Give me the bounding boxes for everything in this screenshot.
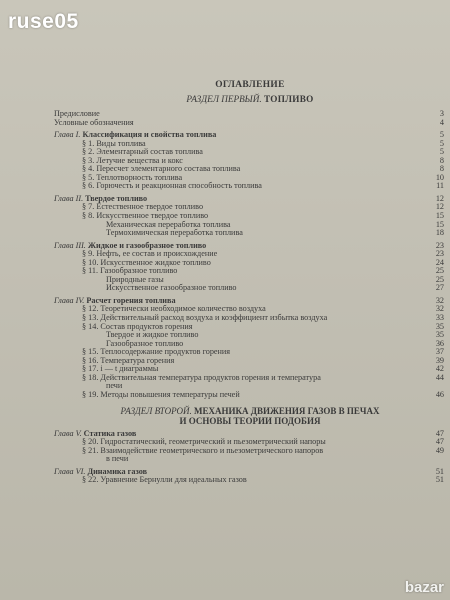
bazar-logo: bazar — [404, 579, 444, 596]
toc-entry-text: § 22. Уравнение Бернулли для идеальных газов — [82, 475, 247, 485]
toc-page-number: 8 — [439, 164, 444, 174]
toc-page-number: 46 — [435, 389, 444, 399]
toc-entry-text: § 3. Летучие вещества и кокс — [82, 155, 183, 165]
toc-page-number: 42 — [435, 364, 444, 374]
toc-page-number: 47 — [435, 428, 444, 438]
part-two-title — [54, 406, 446, 426]
toc-page-number: 39 — [435, 355, 444, 365]
toc-page-number: 32 — [435, 295, 444, 305]
toc-page-number: 37 — [435, 347, 444, 357]
toc-page-number: 5 — [439, 130, 444, 140]
toc-heading: ОГЛАВЛЕНИЕ — [215, 80, 285, 90]
toc-entry-text: печи — [106, 381, 123, 391]
toc-entry-text: § 11. Газообразное топливо — [82, 266, 178, 276]
toc-page-number: 49 — [435, 445, 444, 455]
toc-entry-text: § 13. Действительный расход воздуха и коэффициент избытка воздуха — [82, 313, 328, 323]
toc-entry-text: § 7. Естественное твердое топливо — [82, 202, 204, 212]
toc-page-number: 12 — [435, 202, 444, 212]
toc-page-number: 23 — [435, 249, 444, 259]
toc-entry-row — [54, 182, 446, 191]
toc-entry-text: § 18. Действительная температура продуктов горения и температура — [82, 372, 321, 382]
chapter-name: Динамика газов — [87, 466, 148, 476]
toc-entry-text: в печи — [106, 454, 129, 464]
toc-page-number: 3 — [439, 109, 444, 118]
toc-entry-text: § 15. Теплосодержание продуктов горения — [82, 347, 231, 357]
part-two-name-line1: МЕХАНИКА ДВИЖЕНИЯ ГАЗОВ В ПЕЧАХ — [193, 405, 380, 416]
toc-page-number: 18 — [435, 228, 444, 238]
chapter-label: Глава IV. — [54, 295, 85, 305]
toc-entries-part-two — [54, 430, 446, 485]
toc-entries-part-one — [54, 110, 446, 400]
toc-page-number: 32 — [435, 304, 444, 314]
part-two-label: РАЗДЕЛ ВТОРОЙ. — [120, 405, 192, 416]
chapter-label: Глава V. — [54, 428, 82, 438]
toc-page-number: 35 — [435, 330, 444, 340]
toc-page-number: 10 — [435, 172, 444, 182]
toc-page-number: 44 — [435, 372, 444, 382]
toc-entry-text: § 10. Искусственное жидкое топливо — [82, 257, 211, 267]
toc-entry-text: § 4. Пересчет элементарного состава топлива — [82, 164, 241, 174]
toc-entry-text: Твердое и жидкое топливо — [106, 330, 199, 340]
toc-page-number: 25 — [435, 266, 444, 276]
toc-entry-text: § 21. Взаимодействие геометрического и пьезометрического напоров — [82, 445, 324, 455]
toc-page-number: 12 — [435, 193, 444, 203]
toc-entry-row — [54, 284, 446, 293]
toc-entry-text: § 6. Горючесть и реакционная способность топлива — [82, 181, 262, 191]
toc-page-number: 4 — [439, 117, 444, 127]
chapter-name: Классификация и свойства топлива — [82, 130, 217, 140]
toc-entry-text: Газообразное топливо — [106, 338, 184, 348]
toc-page-number: 15 — [435, 219, 444, 229]
toc-entry-text: § 8. Искусственное твердое топливо — [82, 211, 209, 221]
toc-entry-text: Механическая переработка топлива — [106, 219, 231, 229]
toc-page-number: 27 — [435, 283, 444, 293]
toc-entry-text: § 12. Теоретически необходимое количество воздуха — [82, 304, 266, 314]
toc-page-number: 51 — [435, 475, 444, 485]
part-two-name-line2: И ОСНОВЫ ТЕОРИИ ПОДОБИЯ — [179, 415, 321, 426]
toc-entry-text: § 16. Температура горения — [82, 355, 175, 365]
part-one-name: ТОПЛИВО — [263, 94, 314, 104]
toc-entry-text: Искусственное газообразное топливо — [106, 283, 237, 293]
chapter-label: Глава III. — [54, 240, 86, 250]
toc-entry-text: § 1. Виды топлива — [82, 138, 146, 148]
toc-entry-text: § 5. Теплотворность топлива — [82, 172, 183, 182]
toc-page-number: 35 — [435, 321, 444, 331]
toc-page-number: 51 — [435, 466, 444, 476]
toc-page-number: 5 — [439, 147, 444, 157]
toc-entry-row — [54, 455, 446, 464]
watermark-text: ruse05 — [8, 10, 79, 33]
part-one-label: РАЗДЕЛ ПЕРВЫЙ. — [186, 94, 262, 104]
toc-entry-text: Условные обозначения — [54, 117, 134, 127]
toc-entry-text: § 17. i — t диаграммы — [82, 364, 159, 374]
toc-page-number: 47 — [435, 437, 444, 447]
toc-page-number: 15 — [435, 211, 444, 221]
toc-page-number: 25 — [435, 274, 444, 284]
chapter-name: Расчет горения топлива — [86, 295, 176, 305]
toc-entry-text: § 14. Состав продуктов горения — [82, 321, 193, 331]
chapter-label: Глава II. — [54, 193, 84, 203]
toc-entry-text: § 9. Нефть, ее состав и происхождение — [82, 249, 218, 259]
toc-page-number: 11 — [436, 181, 444, 191]
part-one-title — [54, 94, 446, 104]
chapter-name: Жидкое и газообразное топливо — [87, 240, 207, 250]
toc-entry-text: § 19. Методы повышения температуры печей — [82, 389, 240, 399]
toc-entry-text: § 20. Гидростатический, геометрический и пьезометрический напоры — [82, 437, 326, 447]
toc-entry-text: § 2. Элементарный состав топлива — [82, 147, 203, 157]
toc-entry-text: Предисловие — [54, 109, 100, 118]
toc-entry-text: Термохимическая переработка топлива — [106, 228, 243, 238]
toc-page-number: 23 — [435, 240, 444, 250]
toc-entry-text: Природные газы — [106, 274, 164, 284]
toc-page-number: 36 — [435, 338, 444, 348]
table-of-contents — [54, 80, 446, 485]
chapter-name: Статика газов — [83, 428, 137, 438]
toc-page-number: 8 — [439, 155, 444, 165]
toc-entry-row — [54, 476, 446, 485]
chapter-name: Твердое топливо — [85, 193, 148, 203]
toc-entry-row — [54, 119, 446, 128]
toc-page-number: 5 — [439, 138, 444, 148]
chapter-label: Глава VI. — [54, 466, 86, 476]
chapter-label: Глава I. — [54, 130, 81, 140]
toc-entry-row — [54, 229, 446, 238]
toc-entry-row — [54, 391, 446, 400]
toc-page-number: 33 — [435, 313, 444, 323]
toc-page-number: 24 — [435, 257, 444, 267]
